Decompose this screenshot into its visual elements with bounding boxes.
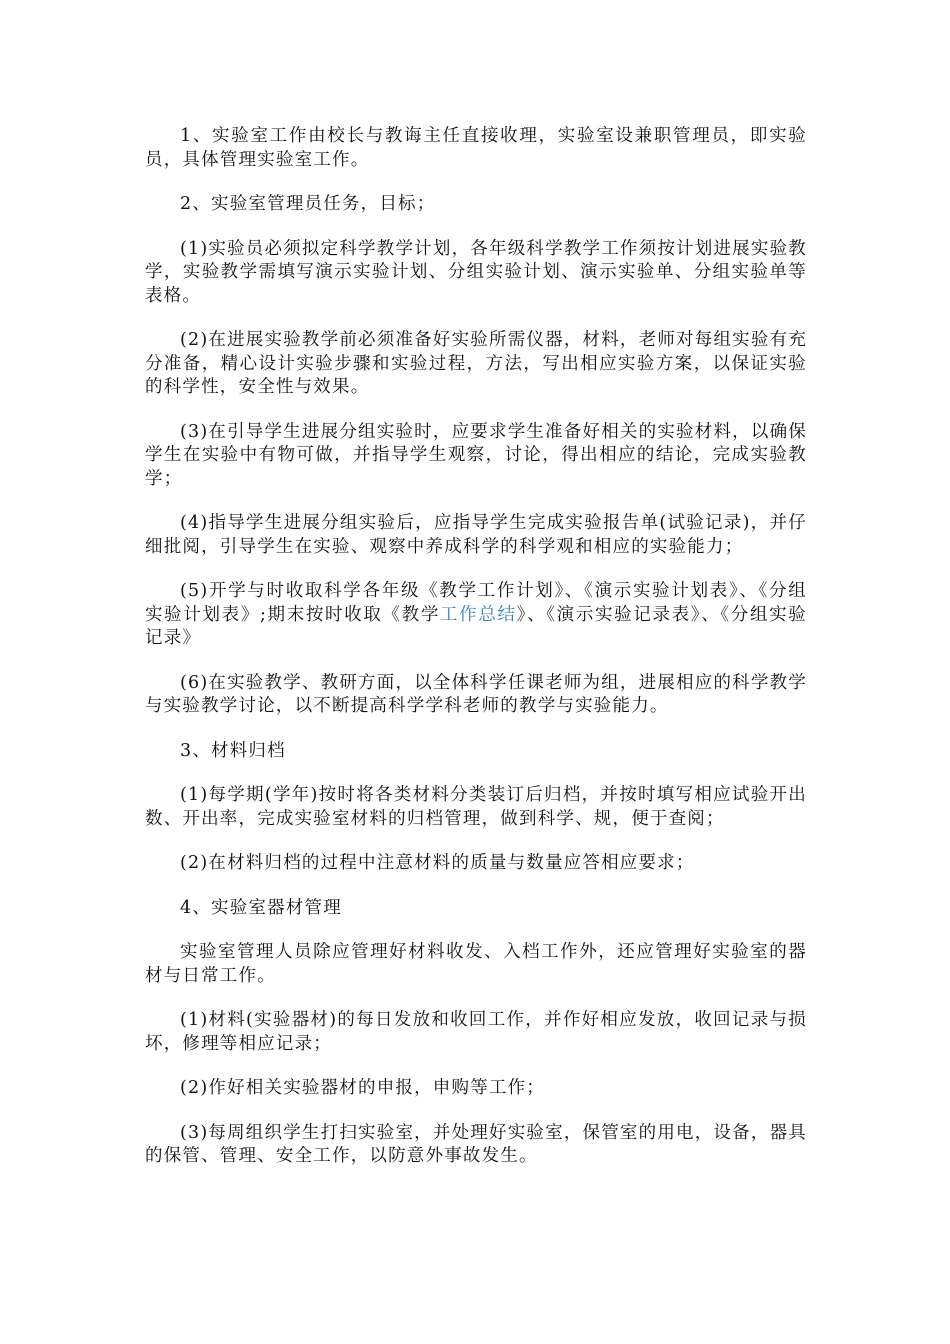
paragraph-7-text-after: 》、《演示实验记录表》、《分组实验记录》 bbox=[145, 604, 807, 648]
paragraph-4: (2)在进展实验教学前必须准备好实验所需仪器，材料，老师对每组实验有充分准备，精心设计实验步骤和实验过程，方法，写出相应实验方案，以保证实验的科学性，安全性与效果。 bbox=[145, 330, 807, 397]
paragraph-16: (3)每周组织学生打扫实验室，并处理好实验室，保管室的用电，设备，器具的保管、管理、安全工作，以防意外事故发生。 bbox=[145, 1122, 807, 1166]
paragraph-1: 1、实验室工作由校长与教诲主任直接收理，实验室设兼职管理员，即实验员，具体管理实验室工作。 bbox=[145, 126, 807, 170]
paragraph-10: (1)每学期(学年)按时将各类材料分类装订后归档，并按时填写相应试验开出数、开出率，完成实验室材料的归档管理，做到科学、规，便于查阅； bbox=[145, 785, 807, 829]
paragraph-2: 2、实验室管理员任务，目标； bbox=[180, 194, 436, 214]
paragraph-7-text-before: (5)开学与时收取科学各年级《教学工作计划》、《演示实验计划表》、《分组实验计划表》;期末按时收取《教学 bbox=[145, 581, 807, 625]
document-page bbox=[145, 125, 807, 1190]
paragraph-6: (4)指导学生进展分组实验后，应指导学生完成实验报告单(试验记录)，并仔细批阅，引导学生在实验、观察中养成科学的科学观和相应的实验能力； bbox=[145, 513, 807, 557]
paragraph-8: (6)在实验教学、教研方面，以全体科学任课老师为组，进展相应的科学教学与实验教学讨论，以不断提高科学学科老师的教学与实验能力。 bbox=[145, 672, 807, 716]
paragraph-13: 实验室管理人员除应管理好材料收发、入档工作外，还应管理好实验室的器材与日常工作。 bbox=[145, 942, 807, 986]
paragraph-7 bbox=[145, 580, 807, 651]
work-summary-link[interactable]: 工作总结 bbox=[440, 604, 517, 625]
paragraph-9: 3、材料归档 bbox=[180, 740, 286, 761]
paragraph-5: (3)在引导学生进展分组实验时，应要求学生准备好相关的实验材料，以确保学生在实验中有物可做，并指导学生观察，讨论，得出相应的结论，完成实验教学； bbox=[145, 421, 807, 489]
paragraph-3: (1)实验员必须拟定科学教学计划，各年级科学教学工作须按计划进展实验教学，实验教学需填写演示实验计划、分组实验计划、演示实验单、分组实验单等表格。 bbox=[145, 238, 807, 306]
paragraph-11: (2)在材料归档的过程中注意材料的质量与数量应答相应要求； bbox=[180, 853, 695, 873]
paragraph-15: (2)作好相关实验器材的申报，申购等工作； bbox=[180, 1078, 545, 1098]
paragraph-12: 4、实验室器材管理 bbox=[180, 897, 342, 918]
paragraph-14: (1)材料(实验器材)的每日发放和收回工作，并作好相应发放，收回记录与损坏，修理等相应记录； bbox=[145, 1010, 807, 1054]
